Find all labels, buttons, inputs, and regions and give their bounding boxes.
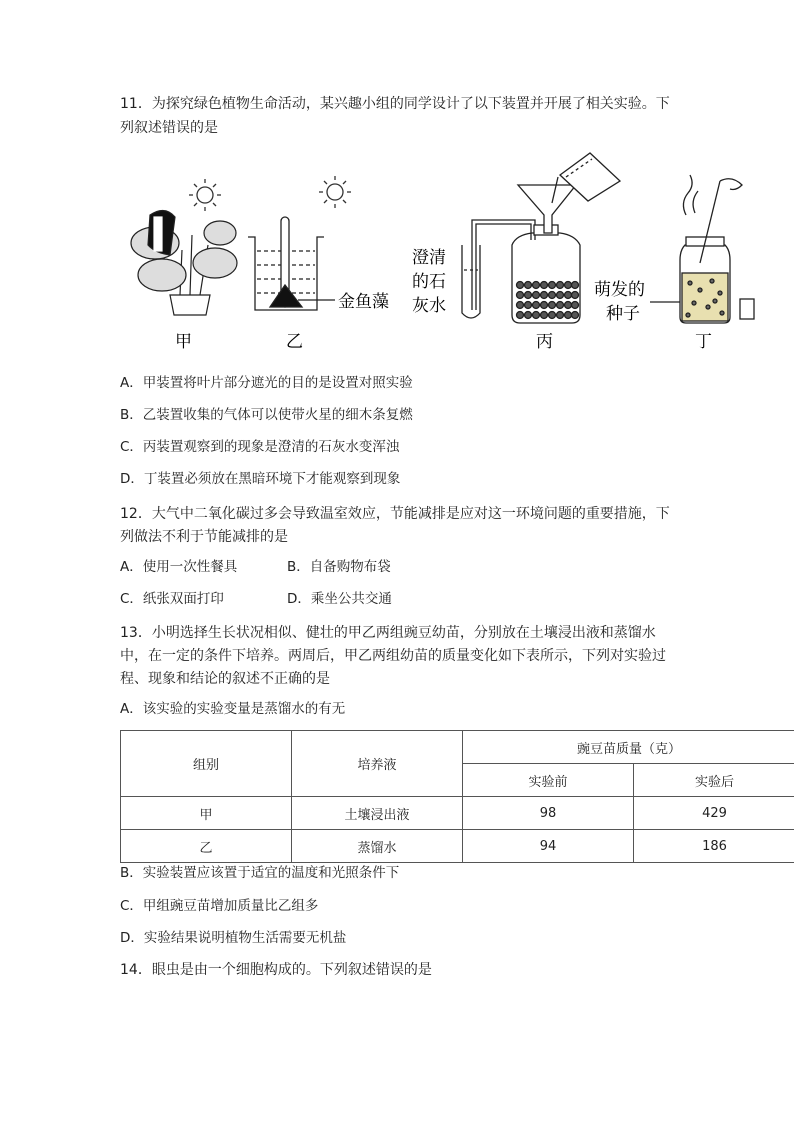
cell-before: 94 [463, 830, 634, 863]
label-ding: 丁 [695, 332, 712, 352]
table-row [121, 830, 794, 863]
header-group: 组别 [121, 731, 292, 797]
header-after: 实验后 [634, 764, 794, 797]
q12-option-b: B．自备购物布袋 [287, 559, 391, 575]
q12-stem-line2: 列做法不利于节能减排的是 [120, 529, 288, 545]
cell-group: 乙 [121, 830, 292, 863]
q12-option-c: C．纸张双面打印 [120, 591, 224, 607]
label-yi: 乙 [286, 332, 303, 352]
potted-plant-icon [131, 210, 237, 315]
q13-option-a: A．该实验的实验变量是蒸馏水的有无 [120, 701, 346, 717]
cell-group: 甲 [121, 797, 292, 830]
q11-stem-line2: 列叙述错误的是 [120, 120, 218, 136]
q11-option-d: D．丁装置必须放在黑暗环境下才能观察到现象 [120, 471, 401, 487]
q13-stem-line2: 中，在一定的条件下培养。两周后，甲乙两组幼苗的质量变化如下表所示，下列对实验过 [120, 648, 666, 664]
sun-icon [319, 176, 351, 208]
table-row [121, 797, 794, 830]
q13-stem-line3: 程、现象和结论的叙述不正确的是 [120, 671, 330, 687]
q13-option-c: C．甲组豌豆苗增加质量比乙组多 [120, 898, 319, 914]
label-jia: 甲 [175, 332, 192, 352]
annotation-limewater-3: 灰水 [412, 296, 446, 316]
annotation-limewater-1: 澄清 [412, 248, 446, 268]
annotation-seeds-2: 种子 [606, 304, 640, 324]
q14-stem-line1: 14．眼虫是由一个细胞构成的。下列叙述错误的是 [120, 962, 432, 978]
annotation-limewater-2: 的石 [412, 272, 446, 292]
q11-experiment-figure [120, 145, 760, 360]
annotation-seeds-1: 萌发的 [594, 280, 645, 300]
sun-icon [189, 179, 221, 211]
cell-medium: 土壤浸出液 [292, 797, 463, 830]
q12-option-d: D．乘坐公共交通 [287, 591, 392, 607]
header-medium: 培养液 [292, 731, 463, 797]
q11-option-c: C．丙装置观察到的现象是澄清的石灰水变浑浊 [120, 439, 400, 455]
q12-stem-line1: 12．大气中二氧化碳过多会导致温室效应，节能减排是应对这一环境问题的重要措施，下 [120, 506, 670, 522]
q12-option-a: A．使用一次性餐具 [120, 559, 238, 575]
q11-option-a: A．甲装置将叶片部分遮光的目的是设置对照实验 [120, 375, 413, 391]
header-before: 实验前 [463, 764, 634, 797]
jar-icon [680, 175, 754, 323]
q11-option-b: B．乙装置收集的气体可以使带火星的细木条复燃 [120, 407, 413, 423]
q11-stem-line1: 11．为探究绿色植物生命活动，某兴趣小组的同学设计了以下装置并开展了相关实验。下 [120, 96, 670, 112]
cell-medium: 蒸馏水 [292, 830, 463, 863]
q13-data-table [120, 730, 794, 863]
cell-after: 429 [634, 797, 794, 830]
annotation-goldfish-weed: 金鱼藻 [338, 292, 389, 312]
header-mass: 豌豆苗质量（克） [463, 731, 794, 764]
q13-option-b: B．实验装置应该置于适宜的温度和光照条件下 [120, 865, 400, 881]
cell-after: 186 [634, 830, 794, 863]
label-bing: 丙 [536, 332, 553, 352]
beaker-icon [248, 217, 335, 310]
q13-stem-line1: 13．小明选择生长状况相似、健壮的甲乙两组豌豆幼苗，分别放在土壤浸出液和蒸馏水 [120, 625, 656, 641]
cell-before: 98 [463, 797, 634, 830]
q13-option-d: D．实验结果说明植物生活需要无机盐 [120, 930, 347, 946]
